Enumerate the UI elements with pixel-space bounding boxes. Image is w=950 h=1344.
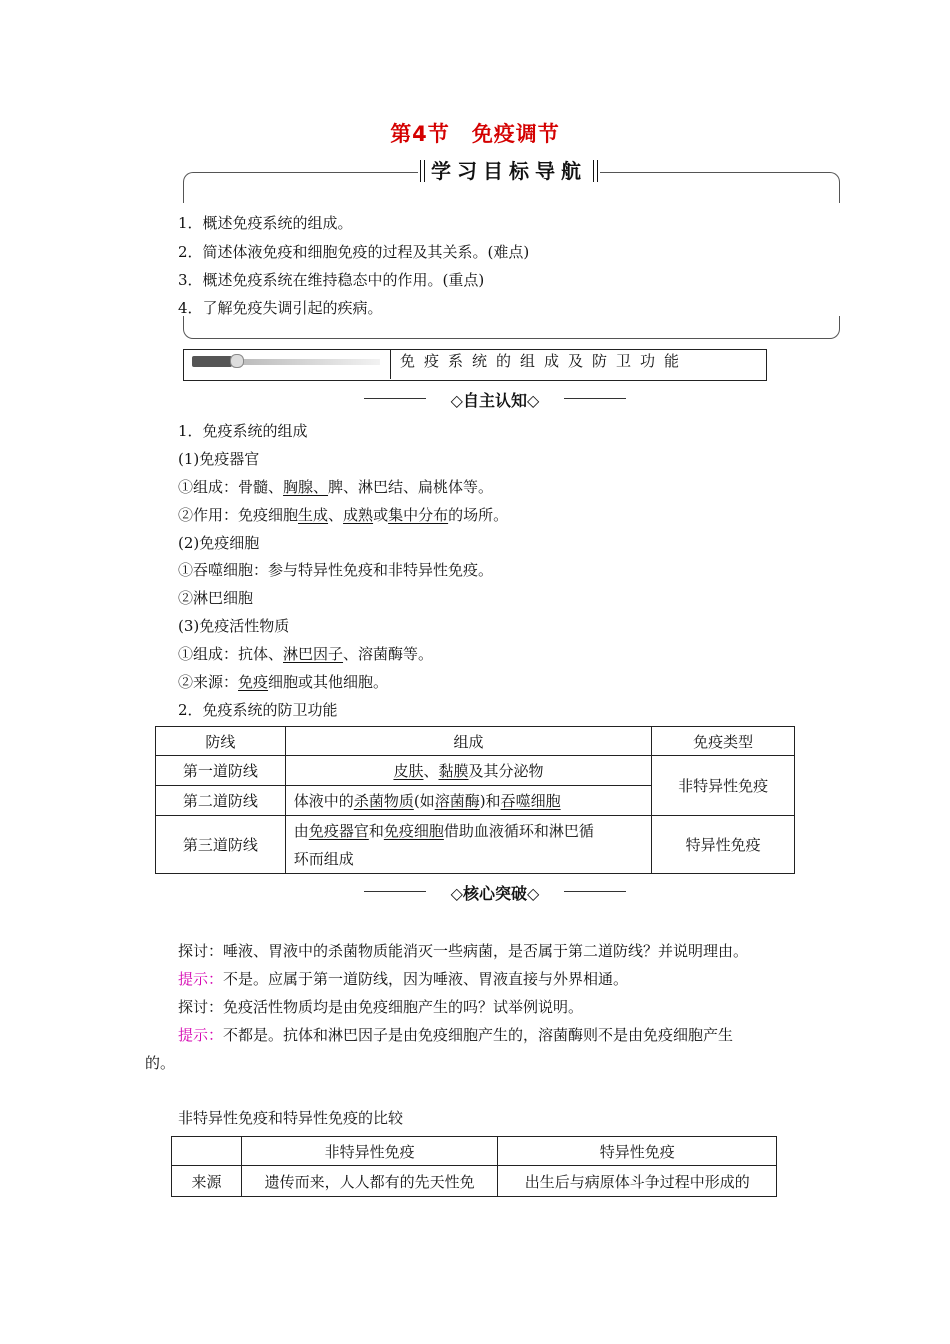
table-header-cell: 非特异性免疫 — [241, 1137, 498, 1166]
table-header-cell: 组成 — [285, 727, 651, 756]
discussion-question: 探讨：免疫活性物质均是由免疫细胞产生的吗？试举例说明。 — [178, 998, 584, 1016]
heading: 2．免疫系统的防卫功能 — [178, 701, 338, 719]
answer-blank: 成熟 — [343, 506, 374, 524]
answer-blank: 黏膜 — [438, 762, 469, 780]
table-cell: 第二道防线 — [156, 786, 286, 816]
comparison-table — [171, 1136, 777, 1197]
answer-blank: 免疫细胞 — [383, 821, 444, 840]
text-line: ②作用：免疫细胞生成、成熟或集中分布的场所。 — [178, 506, 509, 524]
page-title — [0, 118, 950, 148]
subheading: (3)免疫活性物质 — [178, 617, 290, 635]
knowledge-point-title: 免疫系统的组成及防卫功能 — [400, 352, 689, 370]
discussion-question: 探讨：唾液、胃液中的杀菌物质能消灭一些病菌，是否属于第二道防线？并说明理由。 — [178, 942, 749, 960]
goal-item: 1．概述免疫系统的组成。 — [178, 214, 353, 232]
section-header-self-study: ◇自主认知◇ — [364, 388, 626, 411]
answer-blank: 皮肤 — [393, 762, 424, 780]
defense-table — [155, 726, 795, 874]
table-header-cell — [172, 1137, 242, 1166]
subheading: (1)免疫器官 — [178, 450, 260, 468]
discussion-answer: 提示：不都是。抗体和淋巴因子是由免疫细胞产生的，溶菌酶则不是由免疫细胞产生 — [178, 1026, 734, 1044]
table-row — [172, 1166, 777, 1197]
table-cell: 出生后与病原体斗争过程中形成的 — [498, 1166, 777, 1197]
answer-blank: 免疫 — [238, 673, 269, 691]
goal-item: 4．了解免疫失调引起的疾病。 — [178, 299, 383, 317]
goals-box-bottom — [183, 316, 840, 339]
knowledge-point-dot-icon — [230, 354, 244, 368]
discussion-answer: 提示：不是。应属于第一道防线，因为唾液、胃液直接与外界相通。 — [178, 970, 629, 988]
answer-blank: 生成 — [298, 506, 329, 524]
hint-label: 提示： — [178, 1026, 224, 1044]
comparison-title: 非特异性免疫和特异性免疫的比较 — [178, 1109, 404, 1127]
table-header-cell: 免疫类型 — [652, 727, 795, 756]
table-cell: 第一道防线 — [156, 756, 286, 786]
knowledge-point-decor — [240, 359, 380, 365]
table-row — [156, 756, 795, 786]
answer-blank: 吞噬细胞 — [500, 792, 561, 810]
table-cell: 体液中的杀菌物质(如溶菌酶)和吞噬细胞 — [285, 786, 651, 816]
table-cell: 由免疫器官和免疫细胞借助血液循环和淋巴循 环而组成 — [285, 816, 651, 874]
answer-blank: 淋巴因子 — [283, 645, 344, 663]
table-cell: 遗传而来，人人都有的先天性免 — [241, 1166, 498, 1197]
answer-blank: 溶菌酶 — [434, 792, 480, 810]
answer-blank: 免疫器官 — [308, 821, 369, 840]
section-number: 第4节 — [390, 122, 450, 146]
text-line: ②来源：免疫细胞或其他细胞。 — [178, 673, 389, 691]
subheading: (2)免疫细胞 — [178, 534, 260, 552]
table-header-row — [172, 1137, 777, 1166]
table-row — [156, 816, 795, 874]
answer-blank: 胸腺、 — [283, 478, 329, 496]
knowledge-point-tag-icon — [192, 356, 232, 367]
section-header-core: ◇核心突破◇ — [364, 881, 626, 904]
table-header-cell: 防线 — [156, 727, 286, 756]
hint-label: 提示： — [178, 970, 224, 988]
table-header-row — [156, 727, 795, 756]
table-header-cell: 特异性免疫 — [498, 1137, 777, 1166]
text-line: ①吞噬细胞：参与特异性免疫和非特异性免疫。 — [178, 561, 494, 579]
discussion-answer-cont: 的。 — [145, 1054, 176, 1072]
text-line: ①组成：骨髓、胸腺、脾、淋巴结、扁桃体等。 — [178, 478, 494, 496]
goal-item: 3．概述免疫系统在维持稳态中的作用。(重点) — [178, 271, 485, 289]
answer-blank: 杀菌物质 — [353, 792, 414, 810]
learning-goals-badge: 学习目标导航 — [418, 154, 600, 188]
goal-item: 2．简述体液免疫和细胞免疫的过程及其关系。(难点) — [178, 243, 530, 261]
section-title: 免疫调节 — [471, 122, 560, 146]
answer-blank: 集中分布 — [388, 506, 449, 524]
table-cell: 第三道防线 — [156, 816, 286, 874]
heading: 1．免疫系统的组成 — [178, 422, 308, 440]
table-cell: 非特异性免疫 — [652, 756, 795, 816]
text-line: ①组成：抗体、淋巴因子、溶菌酶等。 — [178, 645, 434, 663]
text-line: ②淋巴细胞 — [178, 589, 254, 607]
table-cell: 来源 — [172, 1166, 242, 1197]
table-cell: 特异性免疫 — [652, 816, 795, 874]
table-cell: 皮肤、黏膜及其分泌物 — [285, 756, 651, 786]
